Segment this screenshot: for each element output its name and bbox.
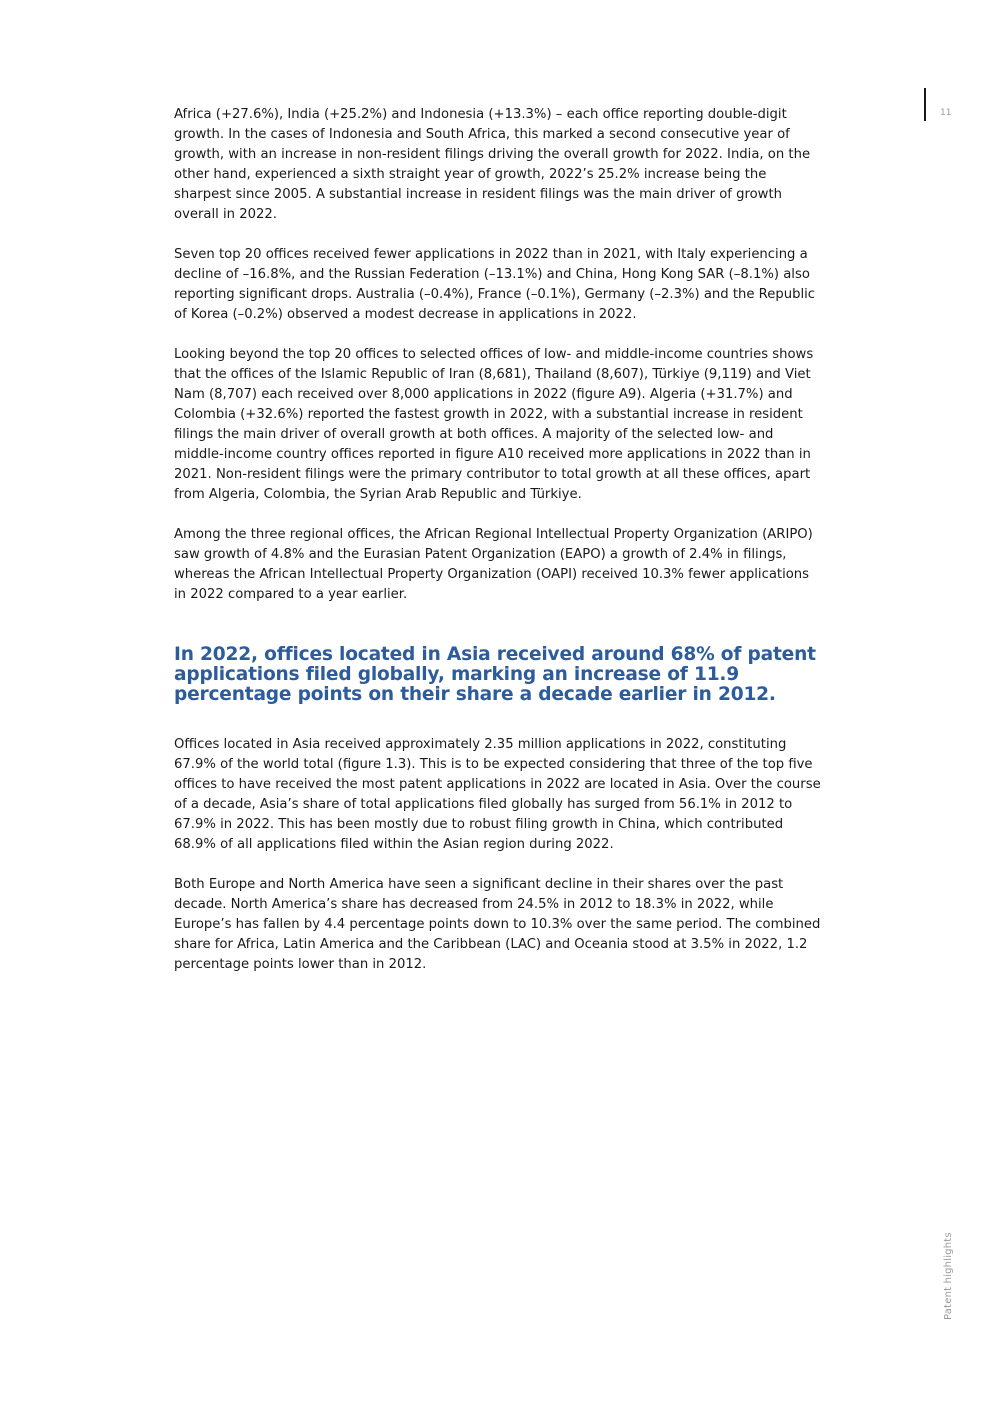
section-headline: In 2022, offices located in Asia received around 68% of patent applications filed globally, marking an increase of 11.9 percentage points on their share a decade earlier in 2012. xyxy=(174,644,816,705)
paragraph-europe-north-america: Both Europe and North America have seen a significant decline in their shares over the past decade. North America’s share has decreased from 24.5% in 2012 to 18.3% in 2022, while Europe’s has fallen by 4.4 percentage points down to 10.3% over the same period. The combined share for Africa, Latin America and the Caribbean (LAC) and Oceania stood at 3.5% in 2022, 1.2 percentage points lower than in 2012. xyxy=(174,877,821,972)
paragraph-regional-offices: Among the three regional offices, the African Regional Intellectual Property Organization (ARIPO) saw growth of 4.8% and the Eurasian Patent Organization (EAPO) a growth of 2.4% in filings, whereas the African Intellectual Property Organization (OAPI) received 10.3% fewer applications in 2022 compared to a year earlier. xyxy=(174,527,813,602)
document-body xyxy=(174,105,824,995)
page-number: 11 xyxy=(940,108,952,118)
paragraph-declining-offices: Seven top 20 offices received fewer applications in 2022 than in 2021, with Italy experiencing a decline of –16.8%, and the Russian Federation (–13.1%) and China, Hong Kong SAR (–8.1%) also reporting significant drops. Australia (–0.4%), France (–0.1%), Germany (–2.3%) and the Republic of Korea (–0.2%) observed a modest decrease in applications in 2022. xyxy=(174,247,816,322)
paragraph-low-middle-income: Looking beyond the top 20 offices to selected offices of low- and middle-income countries shows that the offices of the Islamic Republic of Iran (8,681), Thailand (8,607), Türkiye (9,119) and Viet Nam (8,707) each received over 8,000 applications in 2022 (figure A9). Algeria (+31.7%) and Colombia (+32.6%) reported the fastest growth in 2022, with a substantial increase in resident filings the main driver of overall growth at both offices. A majority of the selected low- and middle-income country offices reported in figure A10 received more applications in 2022 than in 2021. Non-resident filings were the primary contributor to total growth at all these offices, apart from Algeria, Colombia, the Syrian Arab Republic and Türkiye. xyxy=(174,347,814,502)
paragraph-asia-share: Offices located in Asia received approximately 2.35 million applications in 2022, constituting 67.9% of the world total (figure 1.3). This is to be expected considering that three of the top five offices to have received the most patent applications in 2022 are located in Asia. Over the course of a decade, Asia’s share of total applications filed globally has surged from 56.1% in 2012 to 67.9% in 2022. This has been mostly due to robust filing growth in China, which contributed 68.9% of all applications filed within the Asian region during 2022. xyxy=(174,737,821,852)
paragraph-growth-offices: Africa (+27.6%), India (+25.2%) and Indonesia (+13.3%) – each office reporting double-digit growth. In the cases of Indonesia and South Africa, this marked a second consecutive year of growth, with an increase in non-resident filings driving the overall growth for 2022. India, on the other hand, experienced a sixth straight year of growth, 2022’s 25.2% increase being the sharpest since 2005. A substantial increase in resident filings was the main driver of growth overall in 2022. xyxy=(174,107,811,222)
section-label: Patent highlights xyxy=(943,1232,954,1320)
page-number-rule xyxy=(924,88,926,121)
